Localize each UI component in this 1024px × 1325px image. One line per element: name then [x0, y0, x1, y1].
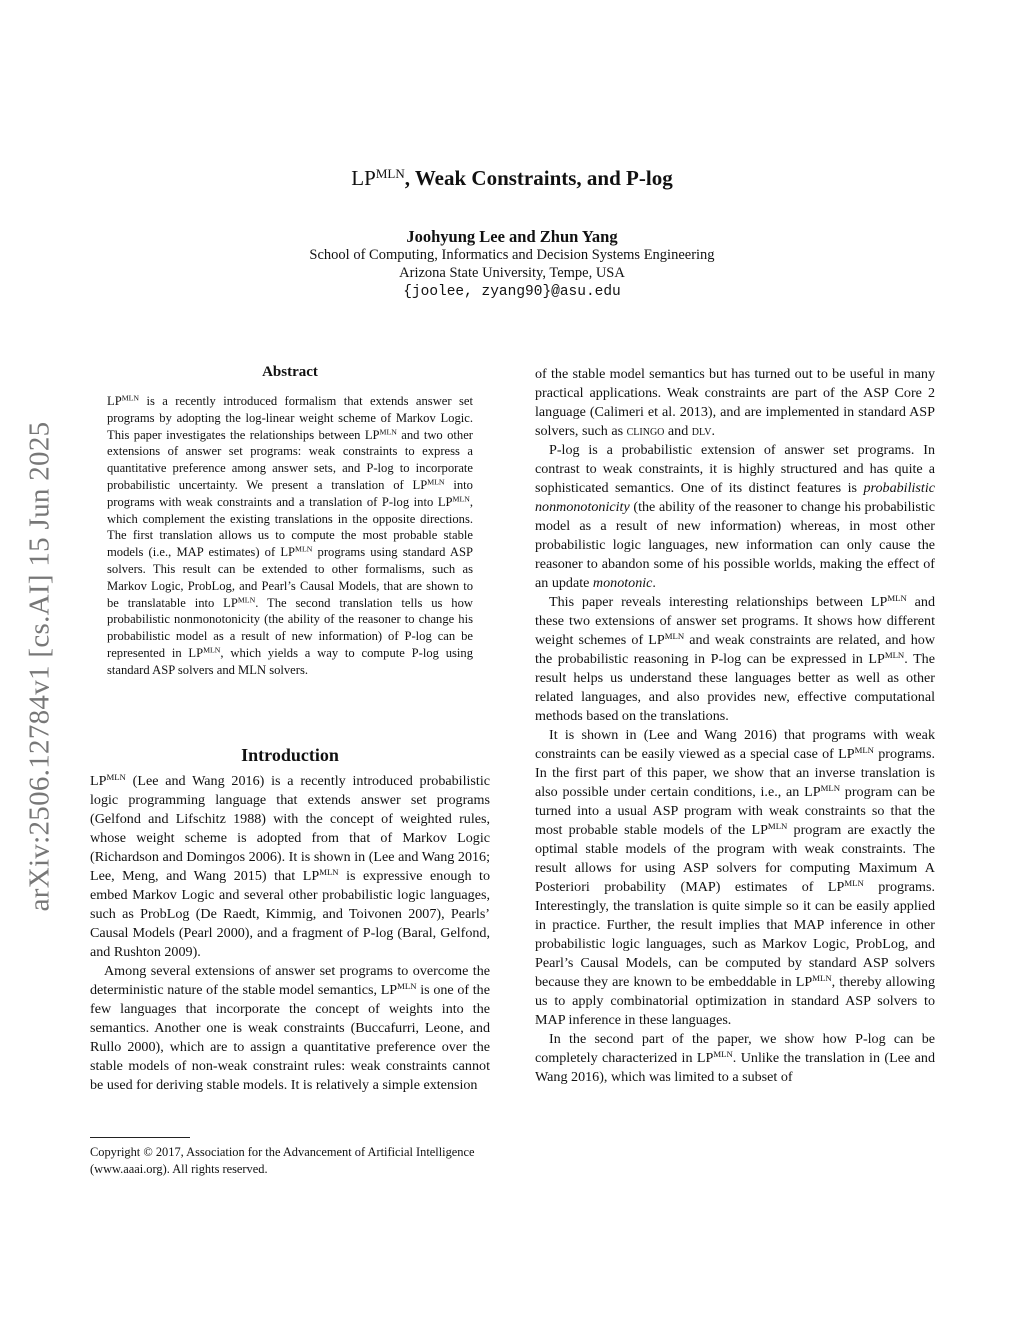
- text-run: (the ability of the reasoner to change his probabilistic model as a result of new information) whereas, in most other probabilistic logic languages, new information can only cause the reasoner to abandon some of his possible worlds, making the effect of an update: [535, 499, 935, 591]
- affiliation-line-2: Arizona State University, Tempe, USA: [399, 265, 625, 281]
- arxiv-stamp: arXiv:2506.12784v1 [cs.AI] 15 Jun 2025: [23, 421, 56, 912]
- text-run: , which yields a way to compute P-log using standard ASP solvers and MLN solvers.: [107, 645, 473, 677]
- superscript: MLN: [427, 477, 445, 487]
- text-run: , thereby allowing us to apply combinatorial optimization in standard ASP solvers to MAP inference in these languages.: [535, 974, 935, 1028]
- text-run: of the stable model semantics but has turned out to be useful in many practical applications. Weak constraints are part of the ASP Core 2 language (Calimeri et al. 2013), and are implemented in standard ASP solvers, such as: [535, 366, 935, 439]
- text-run: programs. Interestingly, the translation is quite simple so it can be easily applied in practice. Further, the result implies that MAP inference in other probabilistic logic languages, such as Markov Logic, ProbLog, and Pearl’s Causal Models, can be computed by standard ASP solvers because they are known to be embeddable in LP: [535, 879, 935, 990]
- text-run: LP: [90, 773, 107, 789]
- title-lp: LP: [351, 166, 376, 190]
- text-run: and weak constraints are related, and how the probabilistic reasoning in P-log can be expressed in LP: [535, 632, 935, 667]
- superscript: MLN: [397, 981, 417, 992]
- copyright-text: Copyright © 2017, Association for the Advancement of Artificial Intelligence (www.aaai.org). All rights reserved.: [90, 1145, 475, 1176]
- superscript: MLN: [820, 783, 841, 794]
- superscript: MLN: [812, 973, 832, 984]
- text-run: program can be turned into a usual ASP program with weak constraints so that the most probable stable models of the LP: [535, 784, 935, 838]
- superscript: MLN: [854, 745, 874, 756]
- text-run: In the second part of the paper, we show how P-log can be completely characterized in LP: [535, 1031, 935, 1066]
- abstract-heading: Abstract: [262, 364, 318, 380]
- text-run: is a recently introduced formalism that extends answer set programs by adopting the log-linear weight scheme of Markov Logic. This paper investigates the relationships between LP: [107, 394, 473, 442]
- text-run: program are exactly the optimal stable models of the program with weak constraints. The result allows for using ASP solvers for computing Maximum A Posteriori probability (MAP) estimates of LP: [535, 822, 936, 895]
- text-run: is one of the few languages that incorporate the concept of weights into the semantics. Another one is weak constraints (Buccafurri, Leone, and Rullo 2000), which are to assign a quantitative preference over the stable models of non-weak constraint rules: weak constraints cannot be used for deriving stable models. It is relatively a simple extension: [90, 982, 490, 1093]
- text-run: It is shown in (Lee and Wang 2016) that programs with weak constraints can be easily viewed as a special case of LP: [535, 727, 935, 762]
- superscript: MLN: [887, 593, 907, 604]
- text-run: Among several extensions of answer set programs to overcome the deterministic nature of the stable model semantics, LP: [90, 963, 490, 998]
- small-caps-text: clingo: [626, 423, 665, 439]
- paragraph: [90, 962, 490, 1095]
- superscript: MLN: [295, 544, 313, 554]
- text-run: (Lee and Wang 2016) is a recently introduced probabilistic logic programming language that extends answer set programs (Gelfond and Lifschitz 1988) with the concept of weighted rules, whose weight scheme is adopted from that of Markov Logic (Richardson and Domingos 2006). It is shown in (Lee and Wang 2016; Lee, Meng, and Wang 2015) that LP: [90, 773, 490, 884]
- text-run: and these two extensions of answer set programs. It shows how different weight schemes of LP: [535, 594, 935, 648]
- text-run: . The second translation tells us how probabilistic nonmonotonicity (the ability of the reasoner to change his probabilistic model as a result of new information) of P-log can be represented in LP: [107, 595, 473, 660]
- text-run: is expressive enough to embed Markov Logic and several other probabilistic logic languages, such as ProbLog (De Raedt, Kimmig, and Toivonen 2007), Pearls’ Causal Models (Pearl 2000), and a fragment of P-log (Baral, Gelfond, and Rushton 2009).: [90, 868, 490, 960]
- affiliation-line-1: School of Computing, Informatics and Decision Systems Engineering: [309, 247, 715, 263]
- text-run: into programs with weak constraints and a translation of P-log into LP: [107, 477, 473, 509]
- text-run: and two other extensions of answer set programs: weak constraints to express a quantitative preference among answer sets, and P-log to incorporate probabilistic uncertainty. We present a translation of LP: [107, 427, 473, 492]
- paragraph: [535, 441, 935, 593]
- superscript: MLN: [121, 393, 140, 403]
- abstract-paragraph: [107, 393, 473, 679]
- superscript: MLN: [379, 427, 397, 437]
- superscript: MLN: [767, 821, 788, 832]
- authors: Joohyung Lee and Zhun Yang: [406, 227, 618, 246]
- text-run: programs. In the first part of this paper, we show that an inverse translation is also possible under certain conditions, i.e., an LP: [535, 746, 936, 800]
- text-run: . The result helps us understand these languages better as well as other related languages, and also provides new, effective computational methods based on the translations.: [535, 651, 935, 724]
- paper-title: [0, 166, 1024, 191]
- text-run: , which complement the existing translations in the opposite directions. The first translation allows us to compute the most probable stable models (i.e., MAP estimates) of LP: [107, 494, 473, 560]
- section-heading-introduction: Introduction: [241, 745, 339, 765]
- author-email: {joolee, zyang90}@asu.edu: [403, 284, 621, 300]
- paragraph: [90, 772, 490, 962]
- paragraph: [535, 593, 935, 726]
- superscript: MLN: [844, 878, 864, 889]
- text-run: P-log is a probabilistic extension of answer set programs. In contrast to weak constraints, it is highly structured and has quite a sophisticated semantics. One of its distinct features is: [535, 442, 935, 496]
- text-run: .: [652, 575, 656, 591]
- paragraph: [535, 726, 935, 1030]
- title-rest: , Weak Constraints, and P-log: [404, 166, 673, 190]
- copyright-footnote: [90, 1137, 490, 1177]
- small-caps-text: dlv: [691, 423, 712, 439]
- superscript: MLN: [713, 1049, 733, 1060]
- abstract: [107, 364, 473, 679]
- text-run: programs using standard ASP solvers. This result can be extended to other formalisms, such as Markov Logic, ProbLog, and Pearl’s Causal Models, that are shown to be translatable into LP: [107, 545, 473, 610]
- right-column: [535, 365, 935, 1087]
- superscript: MLN: [664, 631, 685, 642]
- italic-text: probabilistic nonmonotonicity: [535, 480, 935, 515]
- italic-text: monotonic: [592, 575, 653, 591]
- text-run: .: [711, 423, 715, 439]
- paragraph: [535, 365, 935, 441]
- left-column: [90, 745, 490, 1095]
- superscript: MLN: [452, 494, 470, 504]
- footnote-rule: [90, 1137, 190, 1138]
- paragraph: [535, 1030, 935, 1087]
- text-run: and: [664, 423, 692, 439]
- text-run: This paper reveals interesting relationships between LP: [549, 594, 888, 610]
- title-sup: MLN: [375, 165, 405, 181]
- superscript: MLN: [237, 595, 256, 605]
- superscript: MLN: [106, 772, 126, 783]
- superscript: MLN: [319, 867, 339, 878]
- text-run: LP: [107, 394, 122, 408]
- text-run: . Unlike the translation in (Lee and Wang 2016), which was limited to a subset of: [535, 1050, 935, 1085]
- superscript: MLN: [203, 645, 221, 655]
- superscript: MLN: [884, 650, 905, 661]
